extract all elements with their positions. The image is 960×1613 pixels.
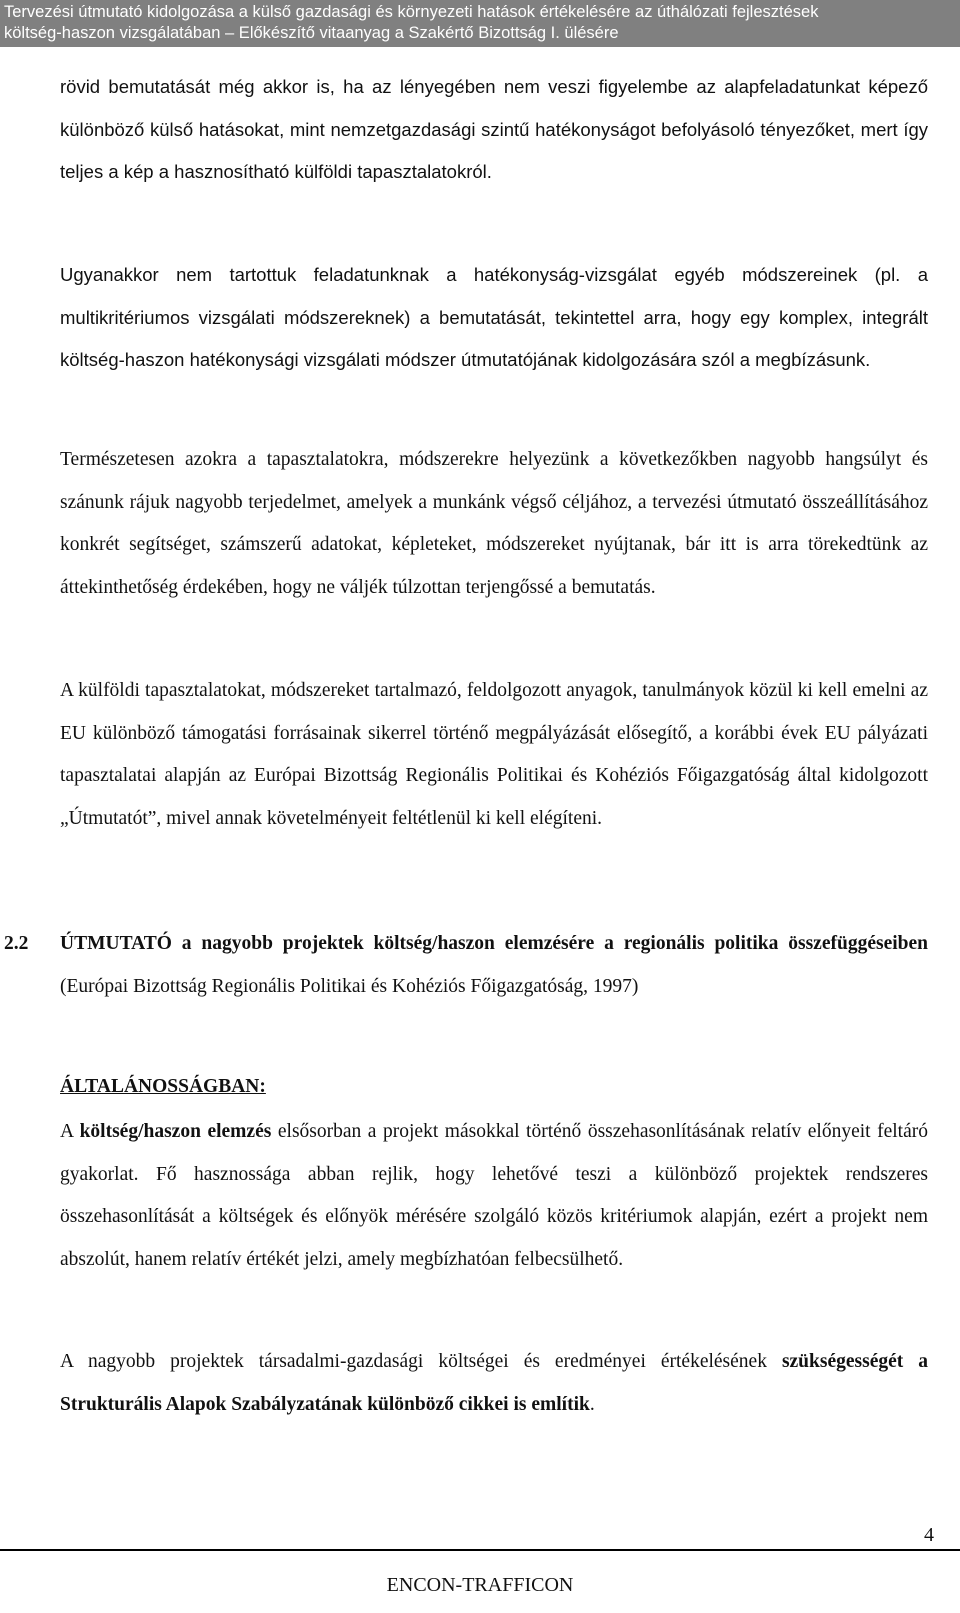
- p6-start: A: [60, 1121, 80, 1142]
- p6-rest: elsősorban a projekt másokkal történő összehasonlításának relatív előnyeit feltáró gyakorlat. Fő hasznossága abban rejlik, hogy lehetővé teszi a különböző projektek rendszeres összehasonlítását a költségek és előnyök mérésére szolgáló közös kritériumok alapján, ezért a projekt nem abszolút, hanem relatív értékét jelzi, amely megbízhatóan felbecsülhető.: [60, 1121, 928, 1270]
- p7-start: A nagyobb projektek társadalmi-gazdasági költségei és eredményei értékelésének: [60, 1351, 782, 1372]
- paragraph-foreign-materials: A külföldi tapasztalatokat, módszereket tartalmazó, feldolgozott anyagok, tanulmányok közül ki kell emelni az EU különböző támogatási forrásainak sikerrel történő megpályázását elősegítő, a korábbi évek EU pályázati tapasztalatai alapján az Európai Bizottság Regionális Politikai és Kohéziós Főigazgatóság által kidolgozott „Útmutatót”, mivel annak követelményeit feltétlenül ki kell elégíteni.: [60, 680, 928, 829]
- section-heading: [4, 923, 928, 1008]
- paragraph-emphasis: Természetesen azokra a tapasztalatokra, módszerekre helyezünk a következőkben nagyobb hangsúlyt és szánunk rájuk nagyobb terjedelmet, amelyek a munkánk végső céljához, a tervezési útmutató összeállításához konkrét segítséget, számszerű adatokat, képleteket, módszereket nyújtanak, bár itt is arra törekedtünk az áttekinthetőség érdekében, hogy ne váljék túlzottan terjengőssé a bemutatás.: [60, 449, 928, 598]
- p6-bold-term: költség/haszon elemzés: [79, 1121, 272, 1142]
- page-number: 4: [924, 1524, 934, 1546]
- paragraph-structural-funds: [60, 1341, 928, 1426]
- paragraph-scope: Ugyanakkor nem tartottuk feladatunknak a hatékonyság-vizsgálat egyéb módszereinek (pl. a multikritériumos vizsgálati módszereknek) a bemutatását, tekintettel arra, hogy egy komplex, integrált költség-haszon hatékonysági vizsgálati módszer útmutatójának kidolgozására szól a megbízásunk.: [60, 264, 928, 370]
- section-title: [60, 923, 928, 1008]
- paragraph-intro: rövid bemutatását még akkor is, ha az lényegében nem veszi figyelembe az alapfeladatunkat képező különböző külső hatásokat, mint nemzetgazdasági szintű hatékonyságot befolyásoló tényezőket, mert így teljes a kép a hasznosítható külföldi tapasztalatokról.: [60, 76, 928, 182]
- header-line-1: Tervezési útmutató kidolgozása a külső gazdasági és környezeti hatások értékelésére az úthálózati fejlesztések: [4, 3, 819, 21]
- section-number: 2.2: [4, 933, 29, 954]
- general-heading: ÁLTALÁNOSSÁGBAN:: [60, 1076, 266, 1097]
- header-line-2: költség-haszon vizsgálatában – Előkészítő vitaanyag a Szakértő Bizottság I. ülésére: [4, 24, 619, 42]
- section-title-bold: ÚTMUTATÓ a nagyobb projektek költség/haszon elemzésére a regionális politika összefüggéseiben: [60, 933, 928, 954]
- footer-divider: [0, 1549, 960, 1551]
- paragraph-cba-definition: [60, 1111, 928, 1281]
- document-header: [0, 0, 960, 47]
- footer-company: ENCON-TRAFFICON: [386, 1574, 574, 1596]
- p7-end: .: [589, 1393, 595, 1415]
- section-title-source: (Európai Bizottság Regionális Politikai és Kohéziós Főigazgatóság, 1997): [60, 975, 639, 997]
- p7-bold-text: szükségességét a Strukturális Alapok Szabályzatának különböző cikkei is említik: [60, 1351, 928, 1415]
